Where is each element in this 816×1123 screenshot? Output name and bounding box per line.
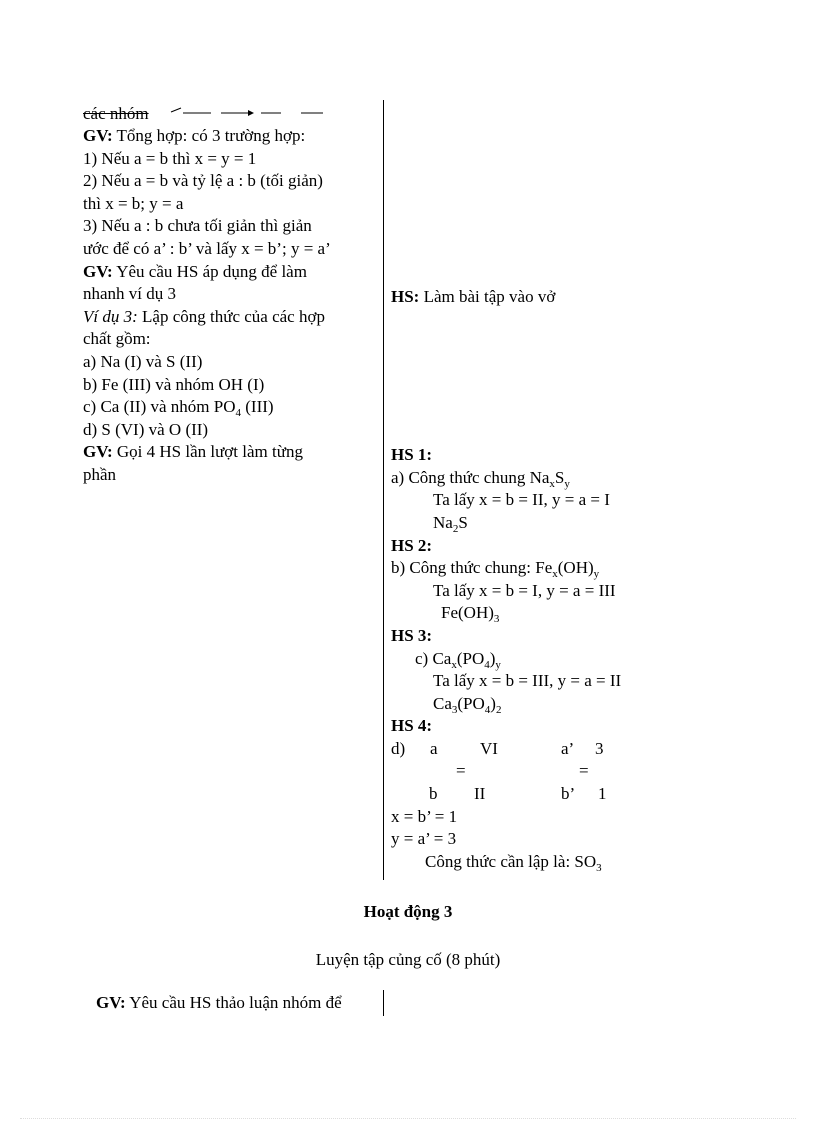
page-bottom-border [20, 1118, 796, 1119]
gv-request-line-2: nhanh ví dụ 3 [83, 284, 177, 304]
spacer [391, 331, 691, 354]
hs4-label: HS 4: [391, 716, 433, 736]
hs1-calc: Ta lấy x = b = II, y = a = I [433, 490, 610, 510]
case-2-line-1: 2) Nếu a = b và tỷ lệ a : b (tối giản) [83, 171, 323, 191]
case-3-line-2: ước để có a’ : b’ và lấy x = b’; y = a’ [83, 238, 331, 258]
spacer [391, 422, 691, 445]
spacer [391, 354, 691, 377]
case-1: 1) Nếu a = b thì x = y = 1 [83, 148, 257, 168]
gv-call-line-2: phần [83, 464, 117, 484]
column-divider-bottom [383, 990, 384, 1016]
example-3-line-2: chất gồm: [83, 329, 151, 349]
spacer [391, 399, 691, 422]
hs4-y: y = a’ = 3 [391, 829, 457, 849]
arrow-sketch-icon [83, 103, 343, 125]
hs2-result: $Fe(OH)_3$ [441, 603, 500, 626]
hs2-label: HS 2: [391, 535, 433, 555]
left-column [83, 103, 378, 487]
spacer [391, 376, 691, 399]
column-divider [383, 100, 384, 880]
hs4-numerators: d) a VI a’ 3 [391, 738, 604, 758]
section-subtitle: Luyện tập củng cố (8 phút) [315, 950, 501, 969]
section-title: Hoạt động 3 [363, 902, 453, 921]
item-d: d) S (VI) và O (II) [83, 419, 209, 439]
hs3-formula: c) $Ca_x(PO_4)_y$ [415, 648, 501, 671]
crossed-fragment: các nhóm [83, 104, 149, 123]
crossed-header-line [83, 103, 378, 125]
right-column [391, 286, 691, 873]
hs4-equals: = = [456, 761, 589, 781]
item-a: a) Na (I) và S (II) [83, 351, 203, 371]
hs4-x: x = b’ = 1 [391, 806, 458, 826]
case-3-line-1: 3) Nếu a : b chưa tối giản thì giản [83, 216, 312, 236]
example-3-line-1: Ví dụ 3: Lập công thức của các hợp [83, 306, 325, 326]
hs1-formula: a) Công thức chung $Na_xS_y$ [391, 467, 570, 490]
item-c: c) Ca (II) và nhóm $PO_4$ (III) [83, 397, 274, 420]
hs4-result: Công thức cần lập là: $SO_3$ [425, 851, 602, 874]
bottom-gv-line: GV: Yêu cầu HS thảo luận nhóm để [96, 993, 342, 1012]
hs3-label: HS 3: [391, 625, 433, 645]
item-b: b) Fe (III) và nhóm OH (I) [83, 374, 265, 394]
hs-homework: HS: Làm bài tập vào vở [391, 287, 556, 306]
gv-summary: GV: Tổng hợp: có 3 trường hợp: [83, 126, 306, 145]
spacer [391, 309, 691, 332]
hs3-result: $Ca_3(PO_4)_2$ [433, 693, 502, 716]
hs2-formula: b) Công thức chung: $Fe_x(OH)_y$ [391, 558, 600, 581]
case-2-line-2: thì x = b; y = a [83, 193, 184, 213]
hs4-denominators: b II b’ 1 [429, 784, 607, 804]
hs3-calc: Ta lấy x = b = III, y = a = II [433, 671, 622, 691]
gv-call-line-1: GV: Gọi 4 HS lần lượt làm từng [83, 442, 303, 462]
hs2-calc: Ta lấy x = b = I, y = a = III [433, 580, 616, 600]
hs1-result: $Na_2S$ [433, 512, 468, 535]
gv-request-line-1: GV: Yêu cầu HS áp dụng để làm [83, 261, 307, 281]
hs1-label: HS 1: [391, 445, 433, 465]
